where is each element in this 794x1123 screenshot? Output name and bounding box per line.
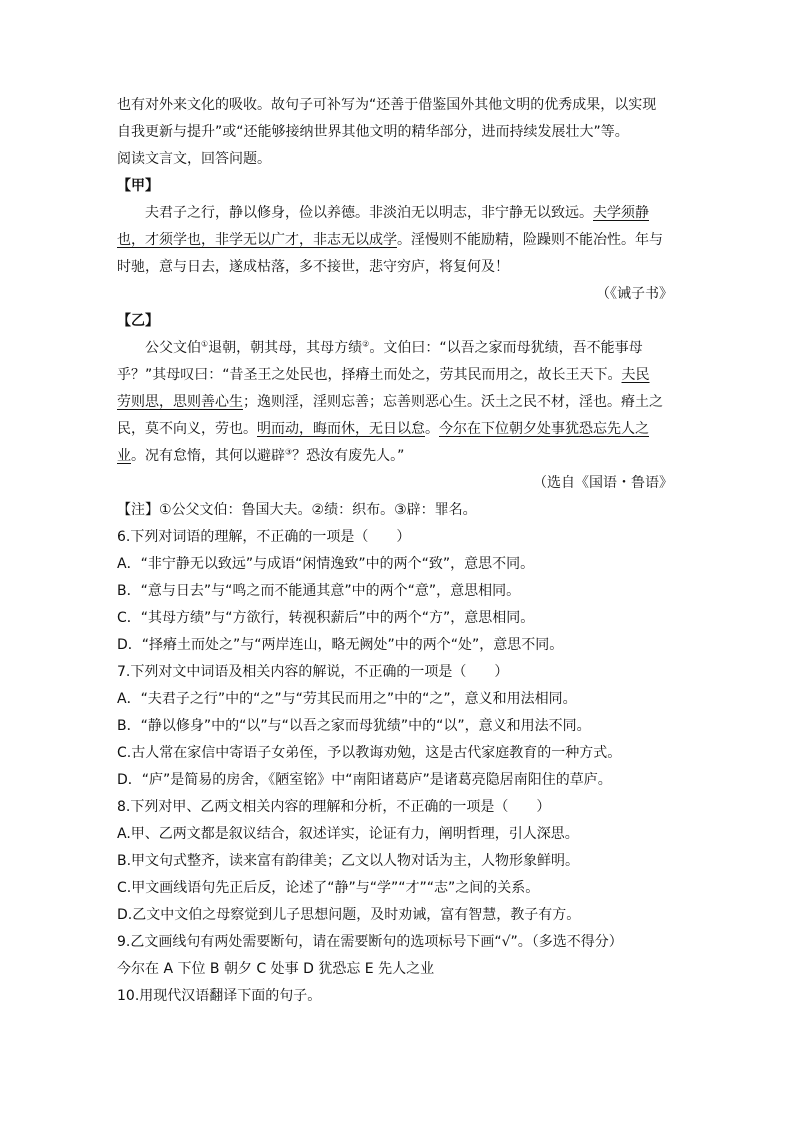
question-8-option-c: C.甲文画线语句先正后反，论述了“静”与“学”“才”“志”之间的关系。 <box>117 880 540 896</box>
question-9: 9.乙文画线句有两处需要断句，请在需要断句的选项标号下画“√”。（多选不得分） <box>117 934 623 950</box>
question-10: 10.用现代汉语翻译下面的句子。 <box>117 988 322 1004</box>
underlined-sentence: 也，才须学也，非学无以广才，非志无以成学 <box>117 232 397 248</box>
footnotes: 【注】①公父文伯：鲁国大夫。②绩：织布。③辟：罪名。 <box>117 502 477 518</box>
question-7: 7.下列对文中词语及相关内容的解说，不正确的一项是（ ） <box>117 664 509 680</box>
question-7-option-c: C.古人常在家信中寄语子女弟侄，予以教诲劝勉，这是古代家庭教育的一种方式。 <box>117 745 622 761</box>
question-8-option-d: D.乙文中文伯之母察觉到儿子思想问题，及时劝诫，富有智慧，教子有方。 <box>117 907 581 923</box>
text-span: 民，莫不向义，劳也。 <box>117 421 257 437</box>
text-span: 。文伯曰：“以吾之家而母犹绩，吾不能事母 <box>369 340 643 356</box>
reading-instruction: 阅读文言文，回答问题。 <box>117 151 271 167</box>
intro-line-2: 自我更新与提升”或“还能够接纳世界其他文明的精华部分，进而持续发展壮大”等。 <box>117 124 629 140</box>
underlined-sentence: 夫民 <box>621 367 650 383</box>
passage-yi-line-3 <box>117 389 673 416</box>
text-span: 。况有怠惰，其何以避辟 <box>131 448 285 464</box>
intro-line-1: 也有对外来文化的吸收。故句子可补写为“还善于借鉴国外其他文明的优秀成果，以实现 <box>117 97 657 113</box>
text-span: 。淫慢则不能励精，险躁则不能冶性。年与 <box>397 232 663 248</box>
footnote-marker: ② <box>362 339 370 349</box>
underlined-sentence: 夫学须静 <box>593 205 649 221</box>
text-span: 夫君子之行，静以修身，俭以养德。非淡泊无以明志，非宁静无以致远。 <box>145 205 593 221</box>
question-6-option-d: D．“择瘠土而处之”与“两岸连山，略无阙处”中的两个“处”，意思不同。 <box>117 637 564 653</box>
passage-yi-source: （选自《国语・鲁语》 <box>533 475 673 491</box>
passage-yi-line-4 <box>117 416 673 443</box>
document-page <box>117 92 673 1010</box>
underlined-sentence: 今尔在下位朝夕处事犹恐忘先人之 <box>439 421 649 437</box>
question-6-option-c: C．“其母方绩”与“方欲行，转视积薪后”中的两个“方”，意思相同。 <box>117 610 535 626</box>
passage-jia-source: （《诫子书》 <box>596 286 673 302</box>
passage-jia-line-1 <box>117 200 673 227</box>
question-7-option-b: B．“静以修身”中的“以”与“以吾之家而母犹绩”中的“以”，意义和用法不同。 <box>117 718 591 734</box>
footnote-marker: ③ <box>285 447 293 457</box>
underlined-sentence: 明而动，晦而休，无日以怠 <box>257 421 425 437</box>
passage-jia-line-3: 时驰，意与日去，遂成枯落，多不接世，悲守穷庐，将复何及！ <box>117 259 509 275</box>
question-8-option-b: B.甲文句式整齐，读来富有韵律美；乙文以人物对话为主，人物形象鲜明。 <box>117 853 580 869</box>
passage-yi-line-1 <box>117 335 673 362</box>
question-8: 8.下列对甲、乙两文相关内容的理解和分析，不正确的一项是（ ） <box>117 799 551 815</box>
question-6-option-b: B．“意与日去”与“鸣之而不能通其意”中的两个“意”，意思相同。 <box>117 583 521 599</box>
passage-yi-line-5 <box>117 443 673 470</box>
text-span: 。 <box>425 421 439 437</box>
question-9-sentence: 今尔在 A 下位 B 朝夕 C 处事 D 犹恐忘 E 先人之业 <box>117 961 435 977</box>
question-8-option-a: A.甲、乙两文都是叙议结合，叙述详实，论证有力，阐明哲理，引人深思。 <box>117 826 579 842</box>
question-6-option-a: A．“非宁静无以致远”与成语“闲情逸致”中的两个“致”，意思不同。 <box>117 556 535 572</box>
text-span: 公父文伯 <box>145 340 201 356</box>
text-span: 退朝，朝其母，其母方绩 <box>208 340 363 356</box>
question-6: 6.下列对词语的理解，不正确的一项是（ ） <box>117 529 411 545</box>
passage-yi-line-2 <box>117 362 673 389</box>
passage-jia-label: 【甲】 <box>117 178 159 194</box>
question-7-option-a: A．“夫君子之行”中的“之”与“劳其民而用之”中的“之”，意义和用法相同。 <box>117 691 577 707</box>
passage-jia-line-2 <box>117 227 673 254</box>
text-span: 乎？”其母叹曰：“昔圣王之处民也，择瘠土而处之，劳其民而用之，故长王天下。 <box>117 367 622 383</box>
passage-yi-label: 【乙】 <box>117 313 159 329</box>
question-7-option-d: D．“庐”是简易的房舍，《陋室铭》中“南阳诸葛庐”是诸葛亮隐居南阳住的草庐。 <box>117 772 612 788</box>
text-span: ；逸则淫，淫则忘善；忘善则恶心生。沃土之民不材，淫也。瘠土之 <box>243 394 663 410</box>
text-span: ？恐汝有废先人。” <box>292 448 405 464</box>
underlined-sentence: 业 <box>117 448 131 464</box>
footnote-marker: ① <box>201 339 209 349</box>
underlined-sentence: 劳则思，思则善心生 <box>117 394 243 410</box>
